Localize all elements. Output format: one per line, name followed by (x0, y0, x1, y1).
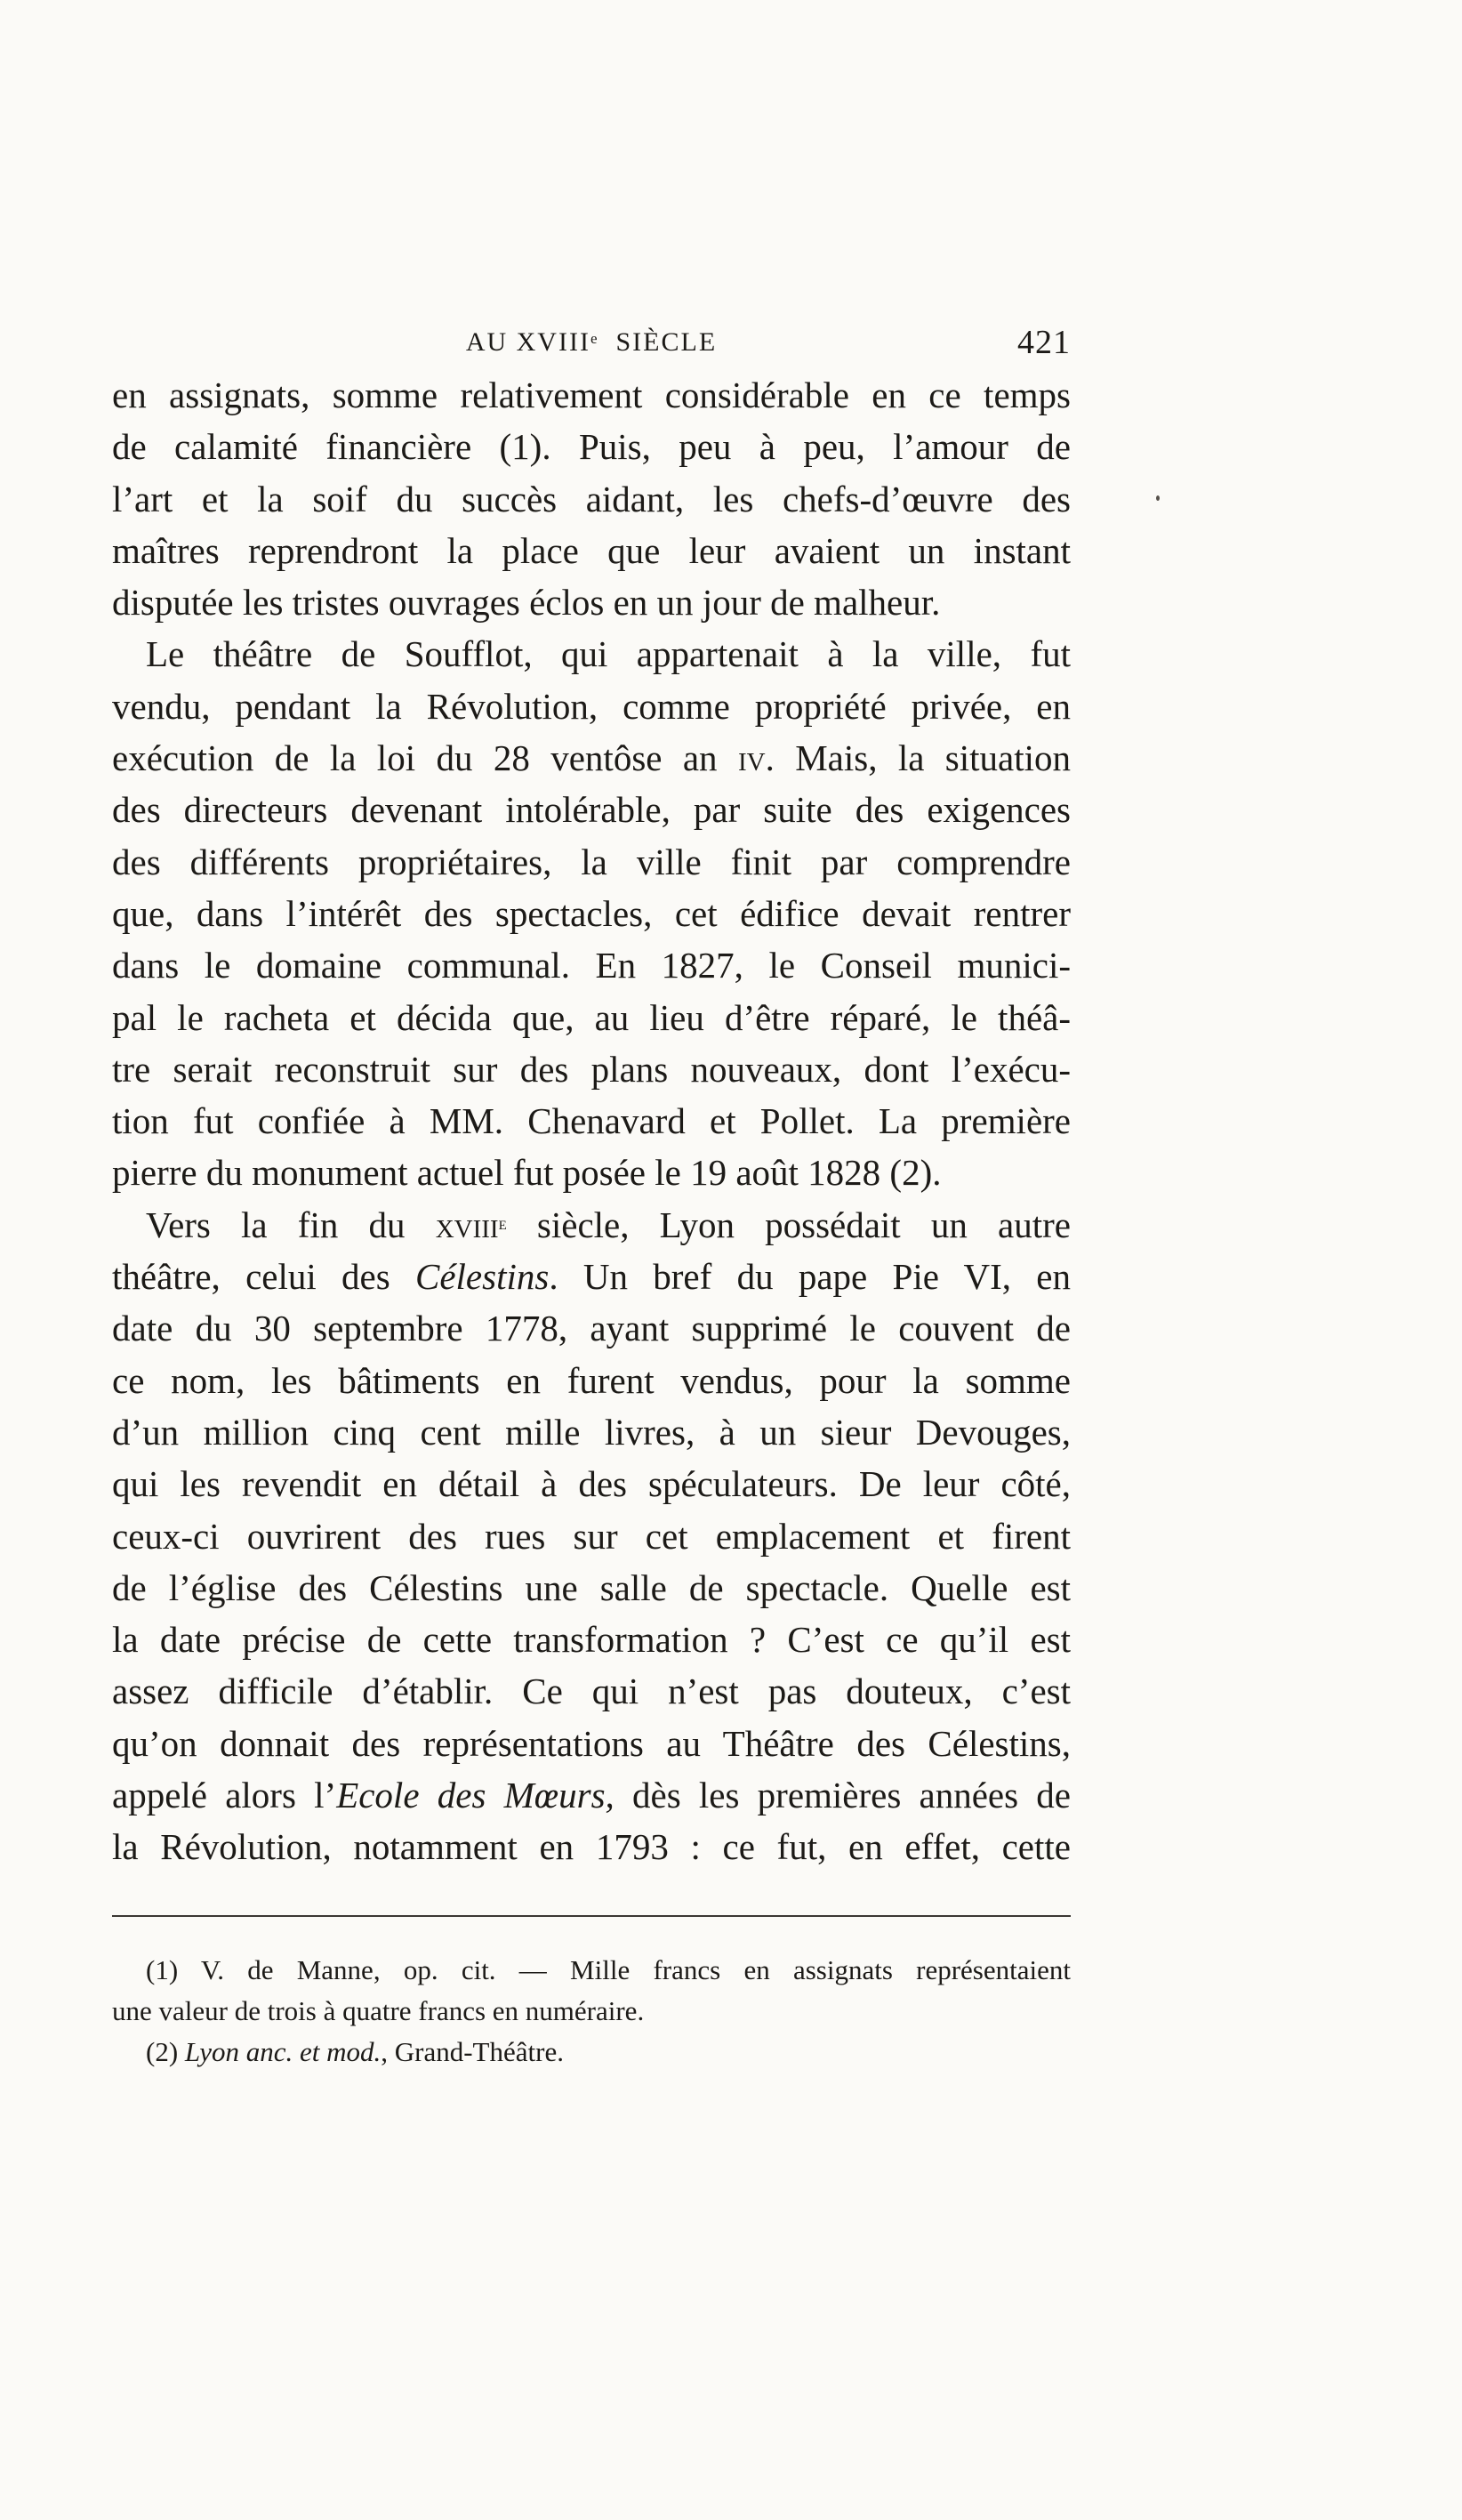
text-line: la Révolution, notamment en 1793 : ce fut, en effet, cette (112, 1826, 1071, 1868)
running-head (112, 320, 1071, 365)
footnote-1-line: (1) V. de Manne, op. cit. — Mille francs en assignats représentaient (146, 1954, 1071, 1985)
running-title-end: SIÈCLE (615, 327, 718, 357)
text-line: qu’on donnait des représentations au Théâtre des Célestins, (112, 1722, 1071, 1764)
text-line: ce nom, les bâtiments en furent vendus, pour la somme (112, 1359, 1071, 1401)
text-segment: . Un bref du pape Pie VI, en (549, 1256, 1071, 1298)
text-segment: appelé alors l’ (112, 1775, 337, 1816)
small-caps-century (436, 1204, 507, 1245)
text-line: en assignats, somme relativement considérable en ce temps (112, 374, 1071, 415)
running-title-superscript: e (590, 330, 599, 347)
text-segment: dès les premières années de (632, 1775, 1071, 1816)
text-line: ceux-ci ouvrirent des rues sur cet emplacement et firent (112, 1515, 1071, 1557)
text-line: Le théâtre de Soufflot, qui appartenait à la ville, fut (146, 633, 1071, 675)
text-segment: Vers la fin du (146, 1204, 406, 1245)
footnotes (112, 1950, 1071, 2073)
italic-text: Ecole des Mœurs, (336, 1775, 615, 1816)
text-line: tre serait reconstruit sur des plans nouveaux, dont l’exécu- (112, 1048, 1071, 1090)
text-segment: exécution de la loi du 28 ventôse an (112, 737, 718, 779)
text-line (112, 1199, 1071, 1251)
text-line: disputée les tristes ouvrages éclos en un jour de malheur. (112, 582, 941, 624)
text-line: date du 30 septembre 1778, ayant supprimé le couvent de (112, 1308, 1071, 1349)
text-line: des différents propriétaires, la ville finit par comprendre (112, 841, 1071, 882)
running-title (112, 320, 1071, 365)
footnote-2 (112, 2032, 1071, 2073)
text-line: maîtres reprendront la place que leur avaient un instant (112, 529, 1071, 571)
footnote-rule (112, 1915, 1071, 1917)
text-line: pal le racheta et décida que, au lieu d’être réparé, le théâ- (112, 996, 1071, 1038)
text-line: assez difficile d’établir. Ce qui n’est pas douteux, c’est (112, 1671, 1071, 1712)
text-line (112, 1251, 1071, 1302)
text-line (112, 732, 1071, 784)
text-line: qui les revendit en détail à des spéculateurs. De leur côté, (112, 1463, 1071, 1505)
text-segment: siècle, Lyon possédait un autre (536, 1204, 1071, 1245)
text-segment: théâtre, celui des (112, 1256, 390, 1298)
small-caps-numeral: xviii (435, 1204, 499, 1245)
text-line: vendu, pendant la Révolution, comme propriété privée, en (112, 685, 1071, 727)
text-segment: . Mais, la situation (765, 737, 1071, 779)
text-line: d’un million cinq cent mille livres, à un sieur Devouges, (112, 1411, 1071, 1453)
text-line: tion fut confiée à MM. Chenavard et Pollet. La première (112, 1100, 1071, 1142)
running-title-start: AU XVIII (465, 327, 590, 357)
text-line: de l’église des Célestins une salle de spectacle. Quelle est (112, 1566, 1071, 1608)
text-line: la date précise de cette transformation ? C’est ce qu’il est (112, 1619, 1071, 1661)
text-segment: , Grand-Théâtre. (381, 2036, 564, 2067)
superscript: e (498, 1211, 507, 1234)
footnote-marker: (2) (146, 2036, 179, 2067)
text-line: pierre du monument actuel fut posée le 19 août 1828 (2). (112, 1152, 942, 1194)
text-line (112, 1769, 1071, 1821)
text-line: l’art et la soif du succès aidant, les chefs-d’œuvre des (112, 478, 1071, 519)
page-number: 421 (1017, 324, 1071, 361)
text-line: de calamité financière (1). Puis, peu à peu, l’amour de (112, 426, 1071, 468)
print-speck (1156, 495, 1160, 501)
footnote-1-line: une valeur de trois à quatre francs en numéraire. (112, 1995, 645, 2026)
text-line: dans le domaine communal. En 1827, le Conseil munici- (112, 945, 1071, 986)
text-line: que, dans l’intérêt des spectacles, cet édifice devait rentrer (112, 892, 1071, 934)
small-caps-numeral: iv (737, 737, 766, 779)
body-text (112, 369, 1071, 1873)
italic-text: Célestins (415, 1256, 550, 1298)
italic-text: Lyon anc. et mod. (184, 2036, 382, 2067)
text-line: des directeurs devenant intolérable, par suite des exigences (112, 789, 1071, 831)
